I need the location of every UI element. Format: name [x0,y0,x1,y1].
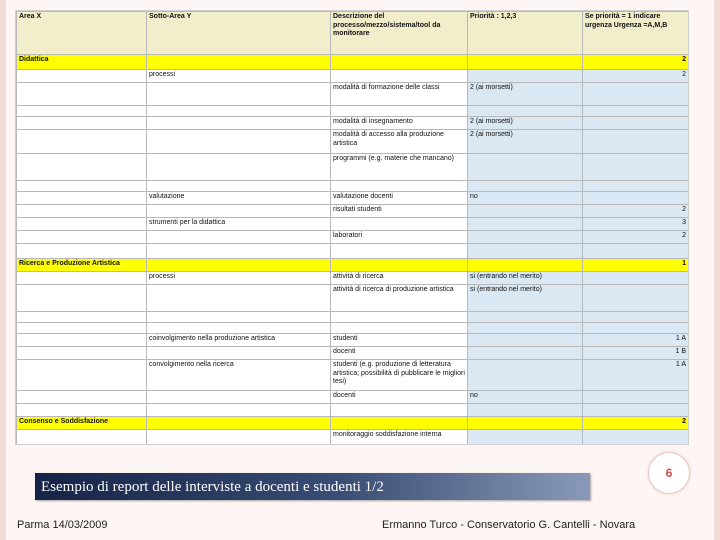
table-cell [17,231,147,244]
table-row [17,117,689,130]
table-cell [331,323,468,334]
table-cell [17,154,147,181]
table-cell: modalità di accesso alla produzione artistica [331,130,468,154]
table-cell: 1 A [583,334,689,347]
table-cell [468,334,583,347]
slide-caption: Esempio di report delle interviste a docenti e studenti 1/2 [41,479,384,495]
table-cell [147,130,331,154]
table-cell: 2 [583,417,689,430]
table-cell: modalità di insegnamento [331,117,468,130]
table-cell [468,106,583,117]
table-cell [147,430,331,446]
table-cell: valutazione docenti [331,192,468,205]
table-row [17,404,689,417]
area-row [17,417,689,430]
table-cell [17,192,147,205]
table-cell [331,106,468,117]
table-cell [583,272,689,285]
priority-table [16,11,689,445]
table-cell [583,83,689,106]
table-cell: risultati studenti [331,205,468,218]
table-cell [17,404,147,417]
table-cell [17,70,147,83]
table-cell [17,181,147,192]
table-cell: Didattica [17,55,147,70]
table-cell [17,205,147,218]
table-cell [331,181,468,192]
table-cell: studenti (e.g. produzione di letteratura artistica; possibilità di pubblicare le migliori tesi) [331,360,468,391]
table-cell [468,244,583,259]
table-cell: studenti [331,334,468,347]
table-row [17,334,689,347]
table-row [17,70,689,83]
table-cell: strumenti per la didattica [147,218,331,231]
table-cell [468,404,583,417]
table-cell [583,404,689,417]
caption-bar [35,473,590,500]
table-cell [468,154,583,181]
table-cell [17,244,147,259]
table-cell: si (entrando nel merito) [468,272,583,285]
left-edge-decoration [0,0,6,540]
table-cell [468,360,583,391]
table-cell: docenti [331,347,468,360]
table-cell [468,181,583,192]
table-cell [147,323,331,334]
table-cell [583,130,689,154]
table-cell: convolgimento nella ricerca [147,360,331,391]
table-cell: 2 [583,55,689,70]
table-cell [17,83,147,106]
table-cell: 2 (ai morsetti) [468,130,583,154]
table-cell: valutazione [147,192,331,205]
table-cell [147,391,331,404]
table-row [17,244,689,259]
table-cell [583,323,689,334]
table-cell [147,259,331,272]
table-cell [17,272,147,285]
table-cell [147,404,331,417]
table-cell: modalità di formazione delle classi [331,83,468,106]
table-cell [583,154,689,181]
table-cell [147,154,331,181]
table-cell: laboratori [331,231,468,244]
table-cell [147,205,331,218]
table-cell [17,347,147,360]
table-cell: no [468,192,583,205]
table-cell [17,218,147,231]
table-row [17,347,689,360]
column-header: Priorità : 1,2,3 [468,12,583,55]
table-cell [583,106,689,117]
column-header: Sotto-Area Y [147,12,331,55]
table-cell [331,244,468,259]
table-row [17,231,689,244]
table-row [17,360,689,391]
table-row [17,181,689,192]
table-row [17,154,689,181]
table-row [17,391,689,404]
table-cell: processi [147,272,331,285]
table-cell [331,404,468,417]
table-body [17,12,689,446]
table-cell [17,106,147,117]
table-row [17,130,689,154]
table-cell [17,334,147,347]
table-cell [583,117,689,130]
table-cell: monitoraggio soddisfazione interna [331,430,468,446]
table-cell: processi [147,70,331,83]
table-cell [331,218,468,231]
table-row [17,106,689,117]
table-cell: 2 (ai morsetti) [468,83,583,106]
table-cell [468,55,583,70]
table-cell [583,181,689,192]
column-header: Area X [17,12,147,55]
table-cell: attività di ricerca [331,272,468,285]
table-cell [583,391,689,404]
table-cell [468,417,583,430]
page-number: 6 [665,466,673,480]
right-edge-decoration [714,0,720,540]
table-cell [17,130,147,154]
table-row [17,192,689,205]
table-cell [147,417,331,430]
table-cell: si (entrando nel merito) [468,285,583,312]
table-row [17,218,689,231]
table-cell [331,312,468,323]
area-row [17,55,689,70]
table-cell [468,312,583,323]
table-cell [147,312,331,323]
table-cell [147,347,331,360]
table-cell: 1 [583,259,689,272]
table-cell: programmi (e.g. materie che mancano) [331,154,468,181]
table-cell: Consenso e Soddisfazione [17,417,147,430]
table-cell [17,391,147,404]
table-cell [468,205,583,218]
table-cell: 1 B [583,347,689,360]
table-cell [147,231,331,244]
table-cell [468,231,583,244]
table-cell [17,430,147,446]
table-cell: 2 [583,205,689,218]
spreadsheet-image [15,10,689,445]
table-row [17,323,689,334]
table-cell [17,285,147,312]
column-header: Se priorità = 1 indicare urgenza Urgenza =A,M,B [583,12,689,55]
table-cell [147,181,331,192]
table-cell [583,244,689,259]
table-cell [583,285,689,312]
table-cell [17,360,147,391]
table-cell [468,430,583,446]
table-cell [331,417,468,430]
table-cell [331,259,468,272]
table-cell [147,83,331,106]
table-cell: Ricerca e Produzione Artistica [17,259,147,272]
table-cell: no [468,391,583,404]
area-row [17,259,689,272]
table-cell [468,218,583,231]
table-row [17,272,689,285]
table-cell [583,312,689,323]
table-cell [583,192,689,205]
table-cell [331,55,468,70]
page-number-badge [648,452,690,494]
table-cell [147,244,331,259]
table-row [17,83,689,106]
table-cell [147,55,331,70]
table-row [17,285,689,312]
table-cell [583,430,689,446]
table-cell [331,70,468,83]
table-cell: 2 (ai morsetti) [468,117,583,130]
table-cell [147,117,331,130]
column-header: Descrizione del processo/mezzo/sistema/tool da monitorare [331,12,468,55]
table-cell: docenti [331,391,468,404]
table-cell [147,285,331,312]
table-cell [147,106,331,117]
table-cell: 1 A [583,360,689,391]
table-cell [468,70,583,83]
table-cell: coinvolgimento nella produzione artistica [147,334,331,347]
table-cell [468,259,583,272]
footer-author: Ermanno Turco - Conservatorio G. Cantelli - Novara [382,519,636,531]
table-cell [468,347,583,360]
table-cell [17,323,147,334]
table-row [17,312,689,323]
footer-date: Parma 14/03/2009 [17,519,108,531]
table-cell [468,323,583,334]
table-cell [17,312,147,323]
table-row [17,430,689,446]
table-header-row [17,12,689,55]
table-cell: 2 [583,231,689,244]
table-cell [17,117,147,130]
table-row [17,205,689,218]
table-cell: attività di ricerca di produzione artistica [331,285,468,312]
table-cell: 2 [583,70,689,83]
table-cell: 3 [583,218,689,231]
